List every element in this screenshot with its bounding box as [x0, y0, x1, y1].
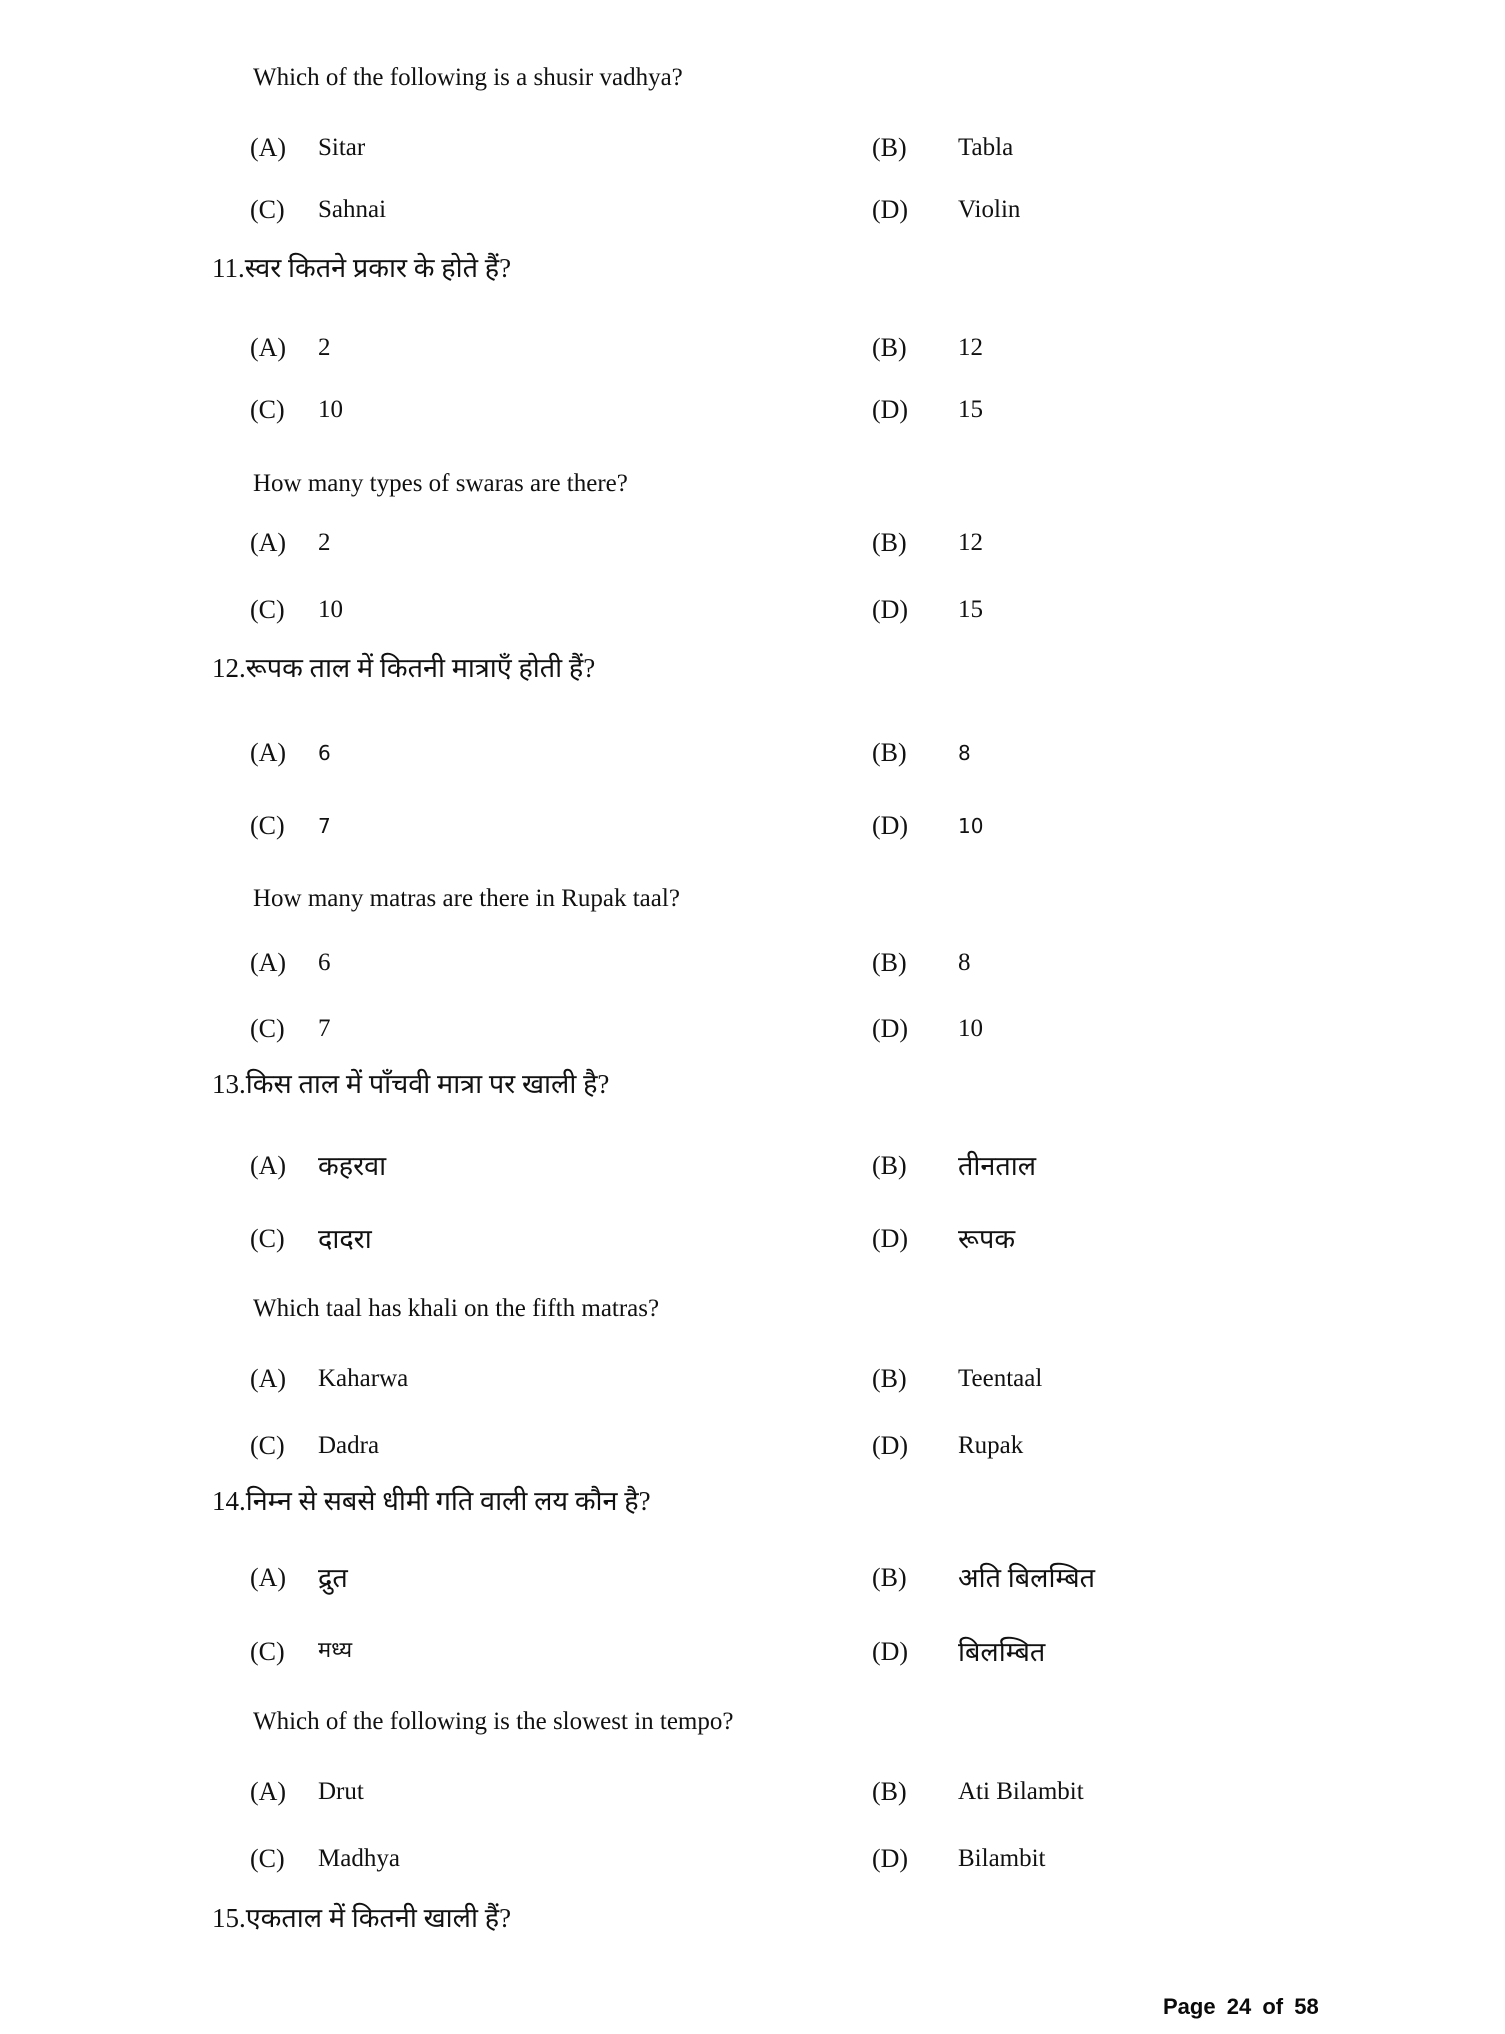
option-label-b: (B) — [872, 1364, 907, 1393]
option-text-d: Bilambit — [958, 1845, 1046, 1872]
option-text-c: Sahnai — [318, 196, 387, 223]
option-text-d: Violin — [958, 196, 1021, 223]
option-text-a: Kaharwa — [318, 1365, 409, 1392]
option-text-b: Ati Bilambit — [958, 1778, 1084, 1805]
option-text-c: 10 — [318, 596, 343, 623]
option-label-a: (A) — [250, 1563, 287, 1592]
option-label-a: (A) — [250, 1777, 287, 1806]
option-label-d: (D) — [872, 1224, 909, 1253]
option-text-a: 2 — [318, 529, 331, 556]
option-text-b: Tabla — [958, 134, 1014, 161]
option-text-c: Madhya — [318, 1845, 400, 1872]
option-label-c: (C) — [250, 595, 285, 624]
option-label-a: (A) — [250, 948, 287, 977]
option-text-d: 10 — [958, 1015, 983, 1042]
option-label-c: (C) — [250, 1224, 285, 1253]
option-text-b: 12 — [958, 529, 983, 556]
option-text-c: 7 — [318, 1015, 331, 1042]
of-label: of — [1262, 1994, 1284, 2019]
option-label-b: (B) — [872, 1563, 907, 1592]
option-label-d: (D) — [872, 1014, 909, 1043]
option-text-d: 15 — [958, 596, 983, 623]
option-text-b: 8 — [958, 949, 971, 976]
option-label-d: (D) — [872, 395, 909, 424]
option-label-c: (C) — [250, 1431, 285, 1460]
option-label-c: (C) — [250, 395, 285, 424]
option-label-d: (D) — [872, 1844, 909, 1873]
option-label-a: (A) — [250, 738, 287, 767]
option-text-c: 10 — [318, 396, 343, 423]
page-number: 24 — [1226, 1994, 1252, 2019]
option-text-d: बिलम्बित — [958, 1637, 1046, 1667]
option-text-c: दादरा — [318, 1224, 372, 1254]
option-label-b: (B) — [872, 133, 907, 162]
option-text-a: कहरवा — [318, 1151, 387, 1181]
option-label-d: (D) — [872, 595, 909, 624]
option-label-d: (D) — [872, 195, 909, 224]
option-text-a: Sitar — [318, 134, 366, 161]
option-text-a: 6 — [318, 741, 331, 765]
option-label-d: (D) — [872, 1637, 909, 1666]
question-line-hi: 11.स्वर कितने प्रकार के होते हैं? — [212, 253, 512, 283]
option-text-d: 15 — [958, 396, 983, 423]
option-label-c: (C) — [250, 195, 285, 224]
page-footer — [1163, 1994, 1319, 2020]
option-label-b: (B) — [872, 333, 907, 362]
option-label-b: (B) — [872, 1151, 907, 1180]
option-label-d: (D) — [872, 1431, 909, 1460]
option-label-c: (C) — [250, 1014, 285, 1043]
question-line-en: Which of the following is a shusir vadhya? — [253, 64, 683, 91]
option-text-a: 6 — [318, 949, 331, 976]
question-line-hi: 15.एकताल में कितनी खाली हैं? — [212, 1903, 512, 1933]
option-label-b: (B) — [872, 738, 907, 767]
option-text-b: अति बिलम्बित — [958, 1563, 1096, 1593]
option-label-a: (A) — [250, 1364, 287, 1393]
option-label-b: (B) — [872, 1777, 907, 1806]
option-text-c: 7 — [318, 814, 331, 838]
question-line-en: How many types of swaras are there? — [253, 470, 628, 497]
option-label-c: (C) — [250, 1844, 285, 1873]
question-line-en: Which taal has khali on the fifth matras? — [253, 1295, 660, 1322]
option-text-d: Rupak — [958, 1432, 1024, 1459]
total-pages: 58 — [1294, 1994, 1319, 2019]
option-text-b: 12 — [958, 334, 983, 361]
question-line-hi: 12.रूपक ताल में कितनी मात्राएँ होती हैं? — [212, 653, 596, 683]
option-text-b: 8 — [958, 741, 971, 765]
option-text-c: Dadra — [318, 1432, 380, 1459]
option-label-c: (C) — [250, 1637, 285, 1666]
option-text-d: 10 — [958, 814, 984, 838]
option-text-b: Teentaal — [958, 1365, 1043, 1392]
option-label-a: (A) — [250, 528, 287, 557]
option-label-b: (B) — [872, 528, 907, 557]
question-line-hi: 13.किस ताल में पाँचवी मात्रा पर खाली है? — [212, 1069, 610, 1099]
page-label: Page — [1163, 1994, 1216, 2019]
option-label-a: (A) — [250, 333, 287, 362]
question-line-hi: 14.निम्न से सबसे धीमी गति वाली लय कौन है? — [212, 1486, 651, 1516]
option-label-a: (A) — [250, 133, 287, 162]
option-label-c: (C) — [250, 811, 285, 840]
option-text-d: रूपक — [958, 1224, 1016, 1254]
option-label-d: (D) — [872, 811, 909, 840]
option-text-a: 2 — [318, 334, 331, 361]
question-line-en: How many matras are there in Rupak taal? — [253, 885, 680, 912]
option-text-c: मध्य — [318, 1637, 353, 1662]
option-text-a: द्रुत — [318, 1563, 348, 1593]
question-line-en: Which of the following is the slowest in tempo? — [253, 1708, 734, 1735]
option-text-b: तीनताल — [958, 1151, 1037, 1181]
option-text-a: Drut — [318, 1778, 364, 1805]
option-label-b: (B) — [872, 948, 907, 977]
option-label-a: (A) — [250, 1151, 287, 1180]
